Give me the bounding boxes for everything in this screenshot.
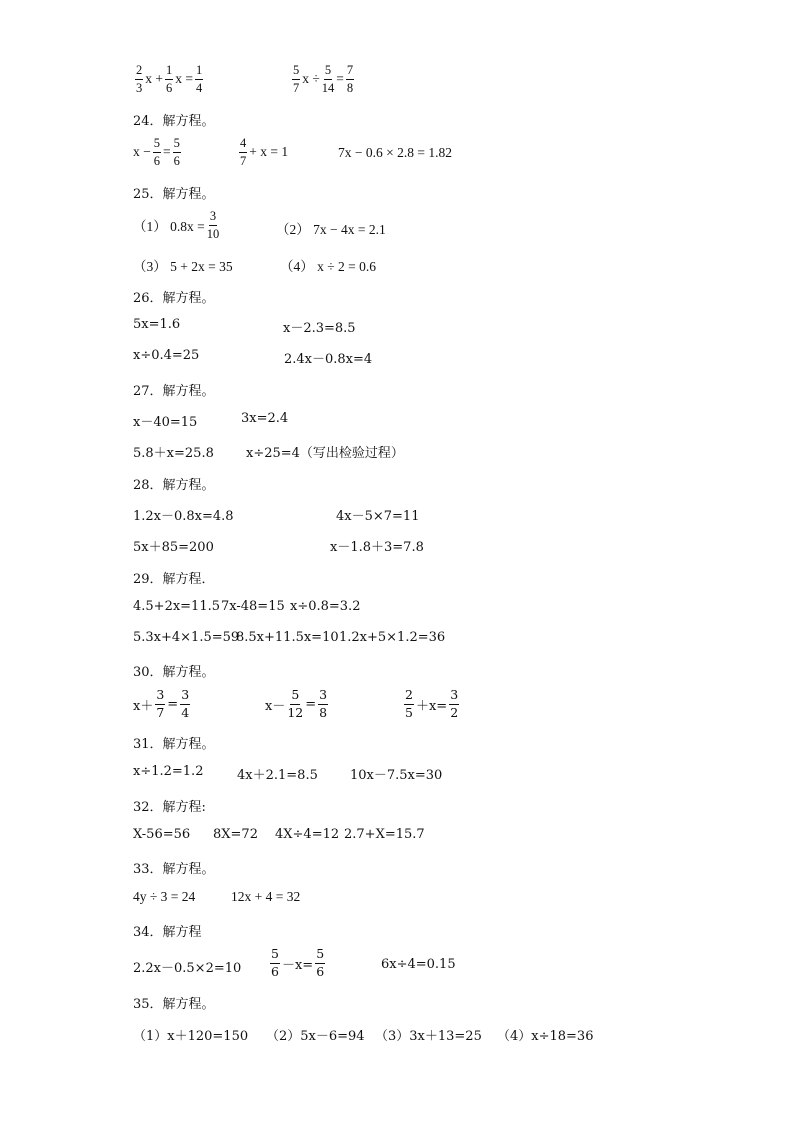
equation-text: x－ — [265, 698, 286, 714]
fraction: $\frac{3}{2}$ — [450, 687, 459, 720]
equation-33-1: 4y ÷ 3 = 24 — [133, 889, 196, 904]
equation-text: x ÷ — [302, 71, 320, 86]
equation-26-2: x－2.3=8.5 — [283, 321, 356, 336]
problem-29-title: 29．解方程． — [133, 572, 215, 587]
fraction: $\frac{2}{3}$ — [136, 63, 143, 95]
equation-23-2 — [290, 64, 356, 94]
equation-text: x = — [175, 71, 193, 86]
equation-30-2 — [265, 689, 330, 719]
equation-30-1 — [133, 689, 192, 719]
fraction: $\frac{7}{8}$ — [346, 63, 354, 95]
equation-28-1: 1.2x－0.8x=4.8 — [133, 509, 234, 524]
problem-30-title: 30．解方程。 — [133, 665, 215, 680]
equation-24-3: 7x − 0.6 × 2.8 = 1.82 — [338, 145, 452, 160]
equation-28-3: 5x＋85=200 — [133, 540, 214, 555]
equation-25-4: （4） x ÷ 2 = 0.6 — [280, 259, 377, 274]
fraction: $\frac{3}{4}$ — [181, 687, 190, 720]
equation-34-3: 6x÷4=0.15 — [381, 957, 456, 972]
equation-32-2: 8X=72 — [213, 827, 258, 842]
equation-32-3: 4X÷4=12 — [275, 827, 340, 842]
problem-27-title: 27．解方程。 — [133, 384, 215, 399]
problem-25-title: 25．解方程。 — [133, 187, 215, 202]
equation-30-3 — [402, 689, 461, 719]
problem-24-title: 24．解方程。 — [133, 114, 215, 129]
equation-25-2: （2） 7x − 4x = 2.1 — [276, 222, 386, 237]
fraction: $\frac{4}{7}$ — [240, 136, 247, 168]
equation-26-3: x÷0.4=25 — [133, 348, 200, 363]
equation-28-4: x－1.8＋3=7.8 — [330, 540, 424, 555]
equation-text: －x= — [281, 957, 314, 973]
equation-23-1 — [133, 64, 205, 94]
equation-text: = — [163, 144, 171, 159]
problem-26-title: 26．解方程。 — [133, 291, 215, 306]
fraction: $\frac{5}{6}$ — [271, 946, 279, 979]
fraction: $\frac{5}{6}$ — [173, 136, 180, 168]
equation-29-2: 7x-48=15 — [221, 599, 285, 614]
problem-35-title: 35．解方程。 — [133, 997, 215, 1012]
equation-26-1: 5x=1.6 — [133, 317, 181, 332]
fraction: $\frac{5}{7}$ — [293, 63, 300, 95]
equation-28-2: 4x－5×7=11 — [336, 509, 420, 524]
equation-31-1: x÷1.2=1.2 — [133, 764, 204, 779]
equation-text: = — [336, 71, 344, 86]
equation-text: = — [305, 696, 317, 712]
equation-31-2: 4x＋2.1=8.5 — [237, 768, 318, 783]
equation-35-2: （2）5x－6=94 — [266, 1029, 365, 1044]
equation-text: x＋ — [133, 698, 154, 714]
equation-27-4: x÷25=4（写出检验过程） — [246, 446, 404, 461]
problem-32-title: 32．解方程: — [133, 800, 206, 815]
equation-29-3: x÷0.8=3.2 — [290, 599, 361, 614]
equation-text: x + — [145, 71, 163, 86]
fraction: $\frac{3}{7}$ — [156, 687, 165, 720]
equation-34-2 — [268, 948, 327, 978]
equation-35-3: （3）3x＋13=25 — [375, 1029, 482, 1044]
equation-32-1: X-56=56 — [133, 827, 191, 842]
equation-27-1: x－40=15 — [133, 415, 198, 430]
equation-text: ＋x= — [415, 698, 448, 714]
equation-25-1 — [133, 210, 221, 240]
fraction: $\frac{5}{12}$ — [287, 687, 304, 720]
fraction: $\frac{5}{14}$ — [321, 63, 335, 95]
equation-25-3: （3） 5 + 2x = 35 — [133, 259, 233, 274]
equation-29-5: 8.5x+11.5x=10 — [236, 630, 339, 645]
equation-29-1: 4.5+2x=11.5 — [133, 599, 221, 614]
equation-31-3: 10x－7.5x=30 — [350, 768, 443, 783]
equation-text: x − — [133, 144, 151, 159]
fraction: $\frac{1}{6}$ — [166, 63, 173, 95]
fraction: $\frac{5}{6}$ — [316, 946, 325, 979]
fraction: $\frac{2}{5}$ — [405, 687, 413, 720]
problem-34-title: 34．解方程 — [133, 925, 202, 940]
equation-text: （1） 0.8x = — [133, 219, 205, 234]
equation-35-4: （4）x÷18=36 — [497, 1029, 594, 1044]
fraction: $\frac{5}{6}$ — [153, 136, 160, 168]
fraction: $\frac{1}{4}$ — [196, 63, 203, 95]
problem-33-title: 33．解方程。 — [133, 862, 215, 877]
fraction: $\frac{3}{10}$ — [206, 209, 220, 241]
equation-32-4: 2.7+X=15.7 — [344, 827, 425, 842]
equation-27-3: 5.8＋x=25.8 — [133, 446, 214, 461]
equation-text: = — [167, 696, 179, 712]
fraction: $\frac{3}{8}$ — [319, 687, 328, 720]
equation-29-6: 1.2x+5×1.2=36 — [339, 630, 446, 645]
equation-29-4: 5.3x+4×1.5=59 — [133, 630, 240, 645]
equation-33-2: 12x + 4 = 32 — [231, 889, 301, 904]
equation-text: + x = 1 — [249, 144, 289, 159]
equation-26-4: 2.4x－0.8x=4 — [284, 352, 373, 367]
problem-28-title: 28．解方程。 — [133, 478, 215, 493]
equation-27-2: 3x=2.4 — [241, 411, 289, 426]
equation-24-1 — [133, 137, 183, 167]
equation-35-1: （1）x＋120=150 — [133, 1029, 249, 1044]
equation-24-2 — [237, 137, 288, 167]
problem-31-title: 31．解方程。 — [133, 737, 215, 752]
equation-34-1: 2.2x－0.5×2=10 — [133, 961, 242, 976]
